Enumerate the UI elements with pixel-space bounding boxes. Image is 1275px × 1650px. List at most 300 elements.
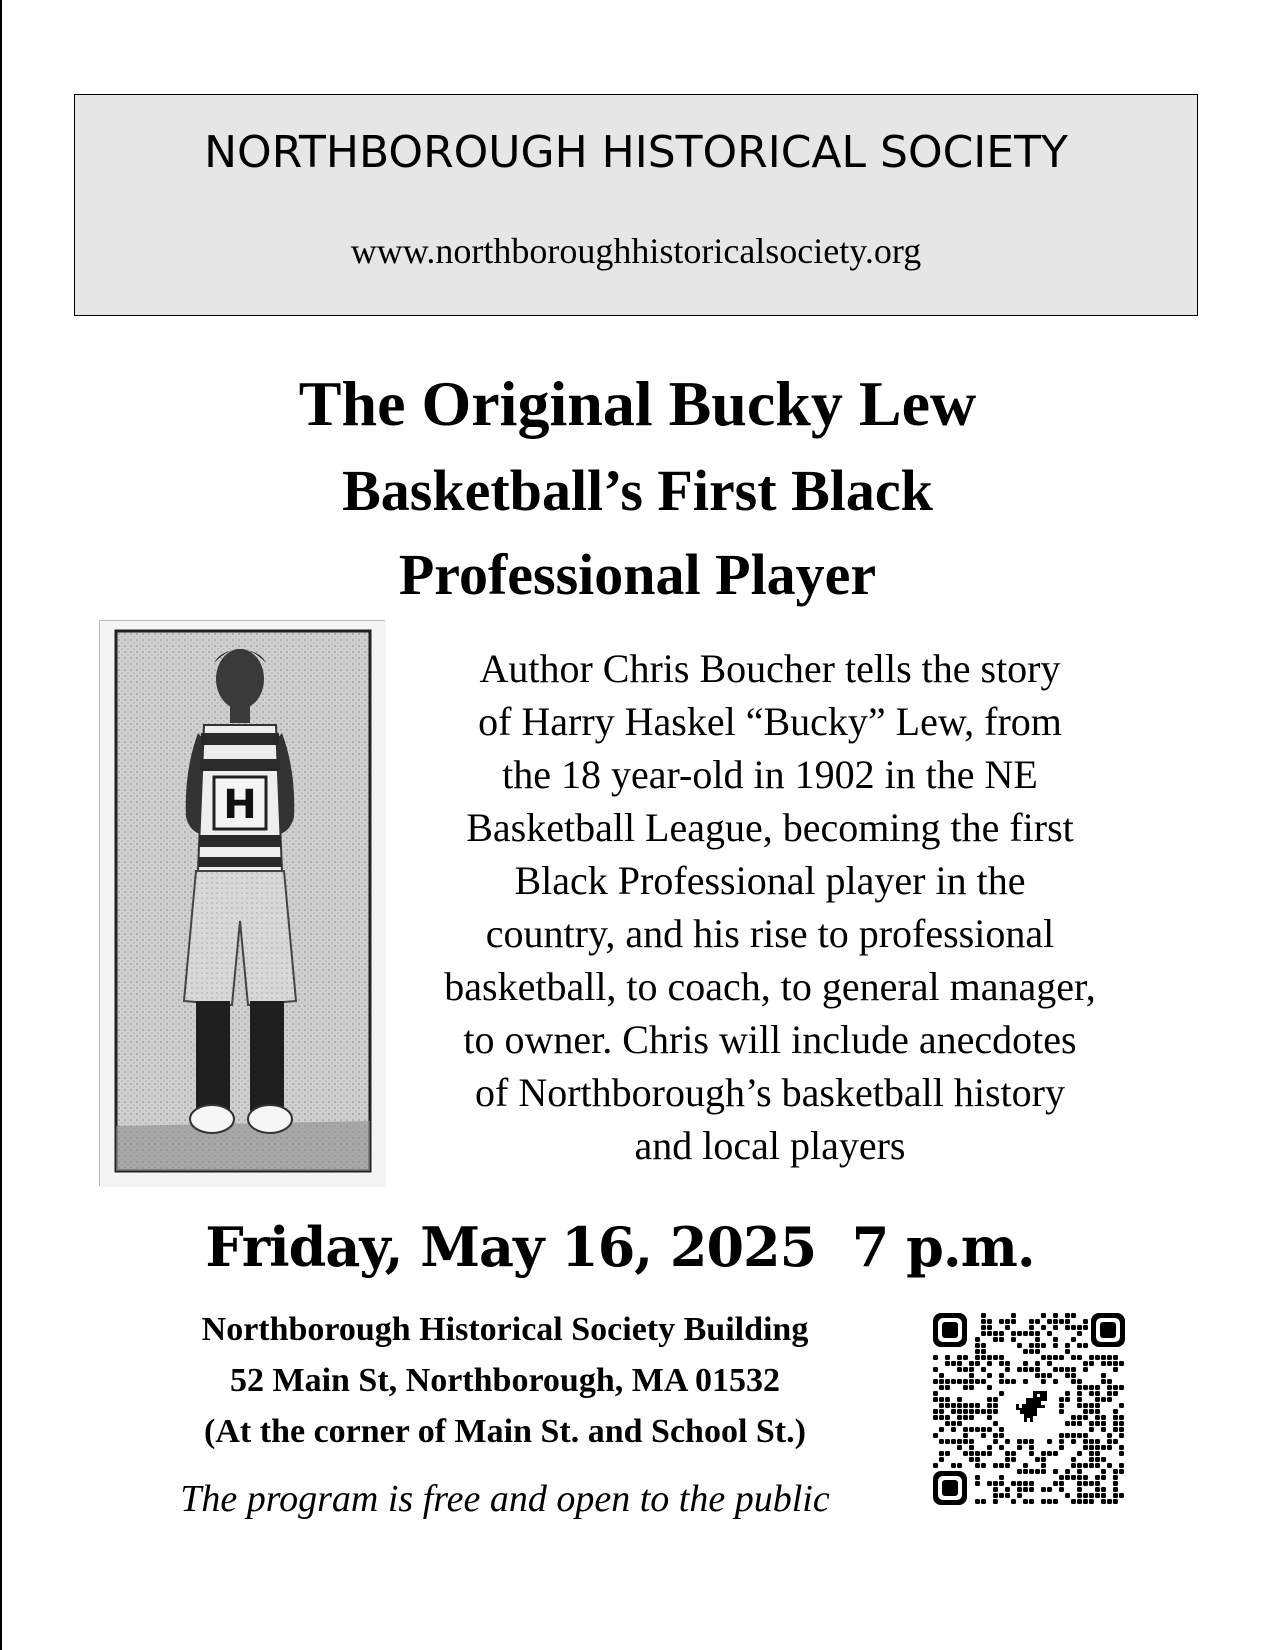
- qr-module: [987, 1331, 992, 1336]
- qr-module: [1017, 1481, 1022, 1486]
- qr-module: [951, 1379, 956, 1384]
- qr-module: [975, 1343, 980, 1348]
- qr-module: [945, 1421, 950, 1426]
- event-subtitle-line-2: Professional Player: [398, 542, 877, 607]
- qr-module: [1089, 1481, 1094, 1486]
- qr-module: [1101, 1355, 1106, 1360]
- qr-module: [1029, 1343, 1034, 1348]
- qr-module: [1023, 1379, 1028, 1384]
- qr-module: [957, 1403, 962, 1408]
- qr-module: [1005, 1325, 1010, 1330]
- qr-module: [969, 1367, 974, 1372]
- qr-module: [999, 1373, 1004, 1378]
- qr-module: [1035, 1367, 1040, 1372]
- qr-module: [1071, 1337, 1076, 1342]
- qr-module: [1095, 1355, 1100, 1360]
- qr-module: [1083, 1385, 1088, 1390]
- qr-module: [1077, 1331, 1082, 1336]
- qr-module: [939, 1451, 944, 1456]
- qr-module: [1053, 1337, 1058, 1342]
- qr-module: [1023, 1349, 1028, 1354]
- qr-module: [981, 1325, 986, 1330]
- qr-module: [1047, 1331, 1052, 1336]
- qr-module: [1035, 1457, 1040, 1462]
- qr-module: [1107, 1391, 1112, 1396]
- description-line: Author Chris Boucher tells the story: [479, 646, 1061, 691]
- event-title: The Original Bucky Lew: [298, 368, 977, 439]
- qr-module: [1113, 1487, 1118, 1492]
- qr-module: [951, 1403, 956, 1408]
- qr-module: [1095, 1493, 1100, 1498]
- qr-module: [1029, 1349, 1034, 1354]
- qr-module: [1107, 1379, 1112, 1384]
- qr-module: [999, 1391, 1004, 1396]
- qr-module: [975, 1361, 980, 1366]
- qr-module: [1017, 1493, 1022, 1498]
- qr-module: [1023, 1331, 1028, 1336]
- qr-module: [1119, 1403, 1124, 1408]
- qr-module: [1101, 1415, 1106, 1420]
- qr-module: [939, 1403, 944, 1408]
- qr-module: [969, 1415, 974, 1420]
- qr-module: [1041, 1325, 1046, 1330]
- qr-module: [1095, 1385, 1100, 1390]
- qr-module: [993, 1493, 998, 1498]
- qr-module: [1011, 1313, 1016, 1318]
- qr-module: [993, 1499, 998, 1504]
- qr-module: [1029, 1451, 1034, 1456]
- qr-module: [1083, 1361, 1088, 1366]
- qr-module: [987, 1409, 992, 1414]
- qr-module: [1005, 1451, 1010, 1456]
- admission-note: The program is free and open to the public: [180, 1478, 830, 1520]
- qr-module: [1035, 1469, 1040, 1474]
- qr-module: [1005, 1439, 1010, 1444]
- qr-module: [1053, 1367, 1058, 1372]
- qr-module: [999, 1475, 1004, 1480]
- qr-module: [999, 1337, 1004, 1342]
- qr-module: [987, 1355, 992, 1360]
- qr-module: [987, 1415, 992, 1420]
- qr-module: [1083, 1319, 1088, 1324]
- qr-module: [957, 1463, 962, 1468]
- qr-module: [981, 1331, 986, 1336]
- qr-module: [1011, 1331, 1016, 1336]
- qr-module: [1005, 1493, 1010, 1498]
- qr-module: [1113, 1493, 1118, 1498]
- qr-module: [945, 1415, 950, 1420]
- qr-module: [1005, 1367, 1010, 1372]
- qr-module: [1095, 1415, 1100, 1420]
- qr-module: [1083, 1445, 1088, 1450]
- qr-module: [1083, 1409, 1088, 1414]
- event-location: [140, 1304, 870, 1457]
- qr-module: [1077, 1385, 1082, 1390]
- qr-finder-bottom-left: [933, 1471, 967, 1505]
- description-line: and local players: [634, 1123, 906, 1168]
- qr-module: [987, 1361, 992, 1366]
- qr-module: [993, 1337, 998, 1342]
- qr-module: [1083, 1499, 1088, 1504]
- qr-module: [1059, 1403, 1064, 1408]
- qr-module: [999, 1319, 1004, 1324]
- qr-module: [1107, 1439, 1112, 1444]
- qr-module: [975, 1355, 980, 1360]
- qr-module: [1083, 1403, 1088, 1408]
- dinosaur-icon: [1007, 1387, 1053, 1433]
- qr-module: [1101, 1361, 1106, 1366]
- qr-module: [1077, 1403, 1082, 1408]
- qr-module: [1035, 1361, 1040, 1366]
- qr-module: [1011, 1379, 1016, 1384]
- qr-module: [1089, 1427, 1094, 1432]
- qr-module: [1071, 1421, 1076, 1426]
- qr-module: [933, 1433, 938, 1438]
- qr-module: [1077, 1433, 1082, 1438]
- qr-module: [933, 1463, 938, 1468]
- qr-module: [1035, 1331, 1040, 1336]
- qr-module: [957, 1409, 962, 1414]
- qr-module: [1065, 1475, 1070, 1480]
- qr-module: [1065, 1325, 1070, 1330]
- qr-module: [963, 1403, 968, 1408]
- qr-module: [969, 1457, 974, 1462]
- qr-module: [1071, 1313, 1076, 1318]
- qr-module: [1101, 1373, 1106, 1378]
- qr-module: [1077, 1415, 1082, 1420]
- qr-module: [1065, 1319, 1070, 1324]
- qr-module: [957, 1379, 962, 1384]
- qr-module: [1095, 1421, 1100, 1426]
- qr-module: [1101, 1427, 1106, 1432]
- qr-module: [939, 1457, 944, 1462]
- qr-module: [975, 1463, 980, 1468]
- qr-module: [1083, 1367, 1088, 1372]
- qr-module: [1089, 1391, 1094, 1396]
- qr-module: [1059, 1487, 1064, 1492]
- qr-module: [1059, 1367, 1064, 1372]
- qr-module: [1119, 1493, 1124, 1498]
- qr-module: [1107, 1433, 1112, 1438]
- qr-module: [1095, 1475, 1100, 1480]
- location-address: 52 Main St, Northborough, MA 01532: [229, 1362, 781, 1399]
- qr-module: [1023, 1499, 1028, 1504]
- qr-module: [957, 1421, 962, 1426]
- qr-module: [1089, 1445, 1094, 1450]
- qr-module: [975, 1349, 980, 1354]
- qr-module: [1113, 1469, 1118, 1474]
- qr-module: [981, 1379, 986, 1384]
- qr-module: [1065, 1433, 1070, 1438]
- description-line: Black Professional player in the: [514, 858, 1026, 903]
- qr-module: [1077, 1343, 1082, 1348]
- qr-module: [1017, 1445, 1022, 1450]
- qr-module: [1089, 1409, 1094, 1414]
- qr-module: [1107, 1499, 1112, 1504]
- qr-module: [1053, 1319, 1058, 1324]
- qr-module: [1011, 1319, 1016, 1324]
- event-description: [395, 642, 1145, 1172]
- description-line: of Harry Haskel “Bucky” Lew, from: [478, 699, 1062, 744]
- qr-module: [1095, 1487, 1100, 1492]
- qr-module: [981, 1463, 986, 1468]
- qr-module: [963, 1355, 968, 1360]
- qr-module: [1023, 1361, 1028, 1366]
- qr-module: [1113, 1361, 1118, 1366]
- qr-module: [1083, 1475, 1088, 1480]
- qr-module: [999, 1361, 1004, 1366]
- qr-module: [1119, 1463, 1124, 1468]
- qr-module: [1023, 1367, 1028, 1372]
- qr-module: [975, 1481, 980, 1486]
- qr-module: [981, 1427, 986, 1432]
- qr-module: [1023, 1487, 1028, 1492]
- qr-module: [1011, 1457, 1016, 1462]
- qr-module: [1077, 1487, 1082, 1492]
- qr-module: [945, 1397, 950, 1402]
- qr-module: [1065, 1469, 1070, 1474]
- qr-module: [1041, 1379, 1046, 1384]
- qr-module: [1113, 1427, 1118, 1432]
- qr-module: [1011, 1499, 1016, 1504]
- qr-module: [993, 1397, 998, 1402]
- qr-module: [1107, 1355, 1112, 1360]
- qr-module: [969, 1409, 974, 1414]
- qr-module: [1095, 1403, 1100, 1408]
- qr-module: [951, 1463, 956, 1468]
- qr-module: [1005, 1457, 1010, 1462]
- qr-module: [1053, 1451, 1058, 1456]
- qr-module: [957, 1367, 962, 1372]
- qr-module: [1095, 1391, 1100, 1396]
- event-date-time: Friday, May 16, 2025 7 p.m.: [205, 1215, 1035, 1279]
- qr-module: [933, 1391, 938, 1396]
- qr-module: [1059, 1445, 1064, 1450]
- qr-module: [1053, 1469, 1058, 1474]
- qr-module: [1053, 1481, 1058, 1486]
- qr-module: [975, 1475, 980, 1480]
- header-box: [74, 94, 1198, 316]
- qr-module: [1059, 1475, 1064, 1480]
- qr-module: [1083, 1433, 1088, 1438]
- qr-module: [1077, 1355, 1082, 1360]
- qr-module: [975, 1379, 980, 1384]
- qr-module: [1035, 1349, 1040, 1354]
- qr-module: [1053, 1379, 1058, 1384]
- qr-module: [1083, 1463, 1088, 1468]
- qr-module: [987, 1445, 992, 1450]
- qr-module: [1041, 1457, 1046, 1462]
- qr-module: [1077, 1421, 1082, 1426]
- qr-module: [969, 1439, 974, 1444]
- qr-finder-top-right: [1091, 1313, 1125, 1347]
- qr-module: [1095, 1481, 1100, 1486]
- player-photo: [99, 620, 385, 1186]
- qr-module: [1041, 1499, 1046, 1504]
- qr-module: [1119, 1421, 1124, 1426]
- qr-module: [1083, 1439, 1088, 1444]
- qr-module: [951, 1361, 956, 1366]
- qr-module: [981, 1319, 986, 1324]
- qr-module: [933, 1415, 938, 1420]
- qr-module: [1071, 1457, 1076, 1462]
- qr-module: [1005, 1379, 1010, 1384]
- qr-module: [969, 1361, 974, 1366]
- qr-module: [963, 1385, 968, 1390]
- qr-finder-top-left: [933, 1313, 967, 1347]
- qr-module: [933, 1397, 938, 1402]
- qr-module: [1113, 1409, 1118, 1414]
- qr-module: [981, 1499, 986, 1504]
- qr-module: [999, 1493, 1004, 1498]
- qr-module: [1017, 1367, 1022, 1372]
- event-subtitle-line-1: Basketball’s First Black: [342, 458, 933, 523]
- qr-module: [1095, 1451, 1100, 1456]
- qr-module: [987, 1481, 992, 1486]
- qr-module: [1017, 1487, 1022, 1492]
- qr-module: [963, 1367, 968, 1372]
- qr-module: [1089, 1463, 1094, 1468]
- qr-module: [1119, 1469, 1124, 1474]
- qr-module: [1089, 1361, 1094, 1366]
- qr-module: [939, 1397, 944, 1402]
- qr-module: [1101, 1445, 1106, 1450]
- qr-module: [969, 1427, 974, 1432]
- qr-module: [1077, 1475, 1082, 1480]
- qr-module: [1035, 1343, 1040, 1348]
- description-line: basketball, to coach, to general manager,: [444, 964, 1096, 1009]
- qr-module: [963, 1433, 968, 1438]
- qr-module: [1071, 1379, 1076, 1384]
- qr-module: [1077, 1493, 1082, 1498]
- qr-module: [1023, 1439, 1028, 1444]
- qr-module: [963, 1409, 968, 1414]
- qr-module: [993, 1463, 998, 1468]
- qr-module: [975, 1451, 980, 1456]
- qr-module: [1029, 1487, 1034, 1492]
- qr-module: [1005, 1463, 1010, 1468]
- qr-module: [945, 1379, 950, 1384]
- qr-module: [1071, 1355, 1076, 1360]
- qr-module: [1071, 1499, 1076, 1504]
- qr-module: [1095, 1463, 1100, 1468]
- qr-module: [999, 1331, 1004, 1336]
- qr-module: [1077, 1397, 1082, 1402]
- qr-module: [1107, 1385, 1112, 1390]
- qr-module: [969, 1385, 974, 1390]
- description-line: to owner. Chris will include anecdotes: [463, 1017, 1077, 1062]
- location-building: Northborough Historical Society Building: [201, 1311, 809, 1348]
- qr-module: [981, 1451, 986, 1456]
- qr-module: [1083, 1481, 1088, 1486]
- qr-code-icon[interactable]: [931, 1311, 1127, 1507]
- qr-module: [1101, 1499, 1106, 1504]
- qr-module: [1071, 1439, 1076, 1444]
- qr-module: [1089, 1355, 1094, 1360]
- qr-module: [1041, 1463, 1046, 1468]
- qr-module: [1113, 1481, 1118, 1486]
- qr-module: [981, 1409, 986, 1414]
- qr-module: [1113, 1355, 1118, 1360]
- qr-module: [987, 1403, 992, 1408]
- qr-module: [1113, 1391, 1118, 1396]
- qr-module: [993, 1421, 998, 1426]
- qr-module: [1077, 1379, 1082, 1384]
- qr-module: [1041, 1343, 1046, 1348]
- qr-module: [1017, 1343, 1022, 1348]
- qr-module: [1077, 1391, 1082, 1396]
- qr-module: [1065, 1343, 1070, 1348]
- qr-module: [975, 1457, 980, 1462]
- qr-module: [969, 1445, 974, 1450]
- qr-module: [1035, 1337, 1040, 1342]
- qr-module: [1083, 1493, 1088, 1498]
- qr-module: [987, 1427, 992, 1432]
- qr-module: [993, 1433, 998, 1438]
- qr-module: [993, 1409, 998, 1414]
- qr-module: [1113, 1475, 1118, 1480]
- qr-module: [1101, 1469, 1106, 1474]
- qr-module: [1035, 1319, 1040, 1324]
- qr-module: [1041, 1355, 1046, 1360]
- qr-module: [1041, 1469, 1046, 1474]
- qr-module: [1053, 1355, 1058, 1360]
- qr-module: [945, 1451, 950, 1456]
- qr-module: [1065, 1397, 1070, 1402]
- qr-module: [1059, 1433, 1064, 1438]
- qr-module: [939, 1409, 944, 1414]
- description-line: the 18 year-old in 1902 in the NE: [502, 752, 1038, 797]
- qr-module: [945, 1355, 950, 1360]
- qr-module: [1017, 1469, 1022, 1474]
- qr-module: [1035, 1373, 1040, 1378]
- description-line: country, and his rise to professional: [485, 911, 1055, 956]
- jersey-letter: H: [223, 782, 257, 828]
- qr-module: [999, 1379, 1004, 1384]
- qr-module: [933, 1379, 938, 1384]
- qr-module: [1005, 1487, 1010, 1492]
- qr-module: [1113, 1499, 1118, 1504]
- qr-module: [957, 1439, 962, 1444]
- qr-module: [945, 1403, 950, 1408]
- qr-module: [1071, 1325, 1076, 1330]
- qr-module: [1059, 1481, 1064, 1486]
- qr-module: [963, 1415, 968, 1420]
- page-edge: [0, 0, 2, 1650]
- qr-module: [1071, 1373, 1076, 1378]
- qr-module: [1119, 1415, 1124, 1420]
- qr-module: [993, 1439, 998, 1444]
- qr-module: [951, 1409, 956, 1414]
- qr-module: [1095, 1409, 1100, 1414]
- qr-module: [1077, 1499, 1082, 1504]
- qr-module: [999, 1433, 1004, 1438]
- qr-module: [1071, 1433, 1076, 1438]
- qr-module: [939, 1415, 944, 1420]
- qr-module: [963, 1379, 968, 1384]
- qr-module: [987, 1325, 992, 1330]
- qr-module: [969, 1403, 974, 1408]
- qr-module: [1077, 1325, 1082, 1330]
- qr-module: [975, 1427, 980, 1432]
- qr-module: [1095, 1457, 1100, 1462]
- qr-module: [1065, 1373, 1070, 1378]
- qr-module: [1077, 1469, 1082, 1474]
- qr-module: [1107, 1445, 1112, 1450]
- qr-module: [993, 1331, 998, 1336]
- qr-module: [1101, 1379, 1106, 1384]
- qr-module: [1065, 1391, 1070, 1396]
